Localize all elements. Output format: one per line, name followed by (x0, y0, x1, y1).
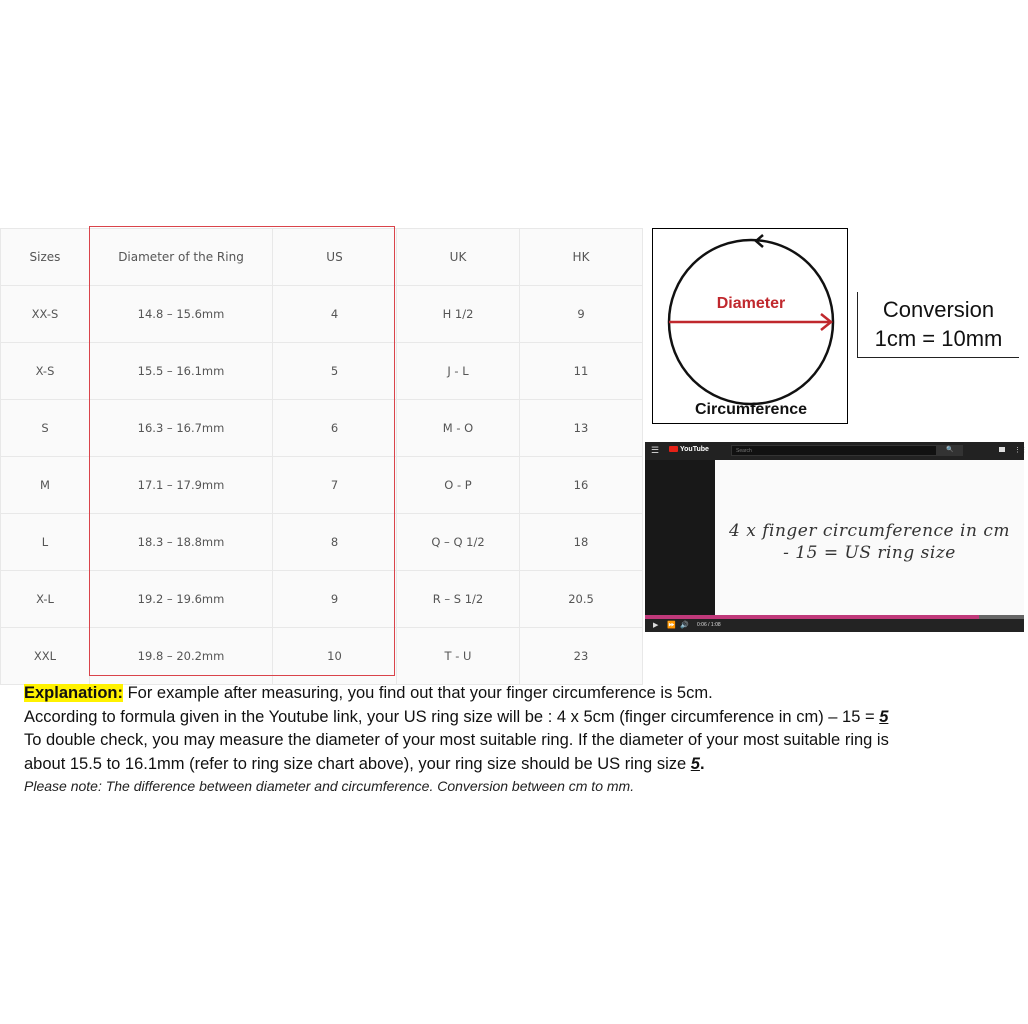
cell-uk: M - O (397, 400, 520, 457)
explanation-note: Please note: The difference between diameter and circumference. Conversion between cm to mm. (24, 778, 635, 794)
cell-hk: 18 (520, 514, 643, 571)
video-formula (715, 520, 1024, 564)
video-sidebar (645, 460, 715, 615)
ring-size-table (0, 228, 643, 685)
explanation-line2 (24, 706, 1014, 730)
cell-diameter: 18.3 – 18.8mm (90, 514, 273, 571)
cell-diameter: 19.2 – 19.6mm (90, 571, 273, 628)
cell-hk: 13 (520, 400, 643, 457)
cell-uk: R – S 1/2 (397, 571, 520, 628)
cell-us: 10 (273, 628, 397, 685)
explanation-line1-text: For example after measuring, you find out that your finger circumference is 5cm. (123, 684, 713, 702)
explanation-line2-text: According to formula given in the Youtube link, your US ring size will be : 4 x 5cm (finger circumference in cm) – 15 = (24, 707, 880, 726)
cell-size: XXL (1, 628, 90, 685)
explanation-line3: To double check, you may measure the diameter of your most suitable ring. If the diameter of your most suitable ring is (24, 731, 889, 749)
conversion-box (857, 292, 1019, 358)
upload-icon[interactable] (999, 447, 1005, 452)
cell-us: 8 (273, 514, 397, 571)
conversion-value: 1cm = 10mm (874, 326, 1003, 351)
cell-uk: O - P (397, 457, 520, 514)
header-uk: UK (397, 229, 520, 286)
cell-diameter: 19.8 – 20.2mm (90, 628, 273, 685)
circle-svg (653, 229, 849, 425)
cell-us: 9 (273, 571, 397, 628)
table-header-row (1, 229, 643, 286)
youtube-logo[interactable] (669, 446, 709, 453)
header-us: US (273, 229, 397, 286)
cell-hk: 16 (520, 457, 643, 514)
cell-uk: T - U (397, 628, 520, 685)
formula-line2: - 15 = US ring size (783, 543, 956, 563)
cell-us: 6 (273, 400, 397, 457)
cell-uk: H 1/2 (397, 286, 520, 343)
youtube-logo-text: YouTube (680, 446, 709, 453)
explanation-answer1: 5 (879, 707, 889, 726)
formula-line1: 4 x finger circumference in cm (729, 521, 1010, 541)
cell-us: 5 (273, 343, 397, 400)
youtube-topbar (645, 442, 1028, 460)
cell-hk: 20.5 (520, 571, 643, 628)
explanation-line4-end: . (699, 754, 705, 773)
cell-diameter: 14.8 – 15.6mm (90, 286, 273, 343)
table-row (1, 628, 643, 685)
volume-icon[interactable]: 🔊 (680, 622, 689, 629)
video-time: 0:06 / 1:08 (697, 622, 721, 628)
circumference-label: Circumference (694, 401, 808, 418)
video-frame[interactable] (715, 460, 1024, 615)
diameter-label: Diameter (716, 295, 786, 312)
cell-us: 4 (273, 286, 397, 343)
explanation-answer2: 5 (690, 754, 700, 773)
apps-icon[interactable]: ⋮⋮ (1014, 447, 1028, 454)
cell-hk: 9 (520, 286, 643, 343)
header-sizes: Sizes (1, 229, 90, 286)
cell-uk: J - L (397, 343, 520, 400)
cell-size: XX-S (1, 286, 90, 343)
conversion-title: Conversion (882, 297, 995, 322)
play-icon[interactable]: ▶ (653, 622, 659, 629)
cell-diameter: 17.1 – 17.9mm (90, 457, 273, 514)
cell-hk: 11 (520, 343, 643, 400)
cell-size: L (1, 514, 90, 571)
explanation-line4 (24, 753, 1014, 777)
table-row (1, 400, 643, 457)
next-icon[interactable]: ⏩ (667, 622, 676, 629)
header-diameter: Diameter of the Ring (90, 229, 273, 286)
explanation-label: Explanation: (24, 684, 124, 702)
cell-size: M (1, 457, 90, 514)
cell-diameter: 16.3 – 16.7mm (90, 400, 273, 457)
cell-uk: Q – Q 1/2 (397, 514, 520, 571)
search-input[interactable]: Search (731, 445, 937, 456)
menu-icon[interactable]: ☰ (651, 445, 660, 455)
cell-diameter: 15.5 – 16.1mm (90, 343, 273, 400)
youtube-play-icon (669, 446, 678, 452)
header-hk: HK (520, 229, 643, 286)
video-controls (645, 619, 1024, 632)
cell-size: S (1, 400, 90, 457)
explanation-line1 (24, 682, 1014, 706)
table-row (1, 286, 643, 343)
youtube-video[interactable] (645, 442, 1028, 632)
search-icon[interactable]: 🔍 (937, 445, 963, 456)
table-row (1, 571, 643, 628)
circle-diagram (652, 228, 848, 424)
cell-hk: 23 (520, 628, 643, 685)
table-row (1, 457, 643, 514)
cell-us: 7 (273, 457, 397, 514)
explanation-line4-text: about 15.5 to 16.1mm (refer to ring size chart above), your ring size should be US ring size (24, 754, 691, 773)
table-row (1, 343, 643, 400)
cell-size: X-S (1, 343, 90, 400)
table-row (1, 514, 643, 571)
cell-size: X-L (1, 571, 90, 628)
explanation-text (24, 682, 1014, 796)
